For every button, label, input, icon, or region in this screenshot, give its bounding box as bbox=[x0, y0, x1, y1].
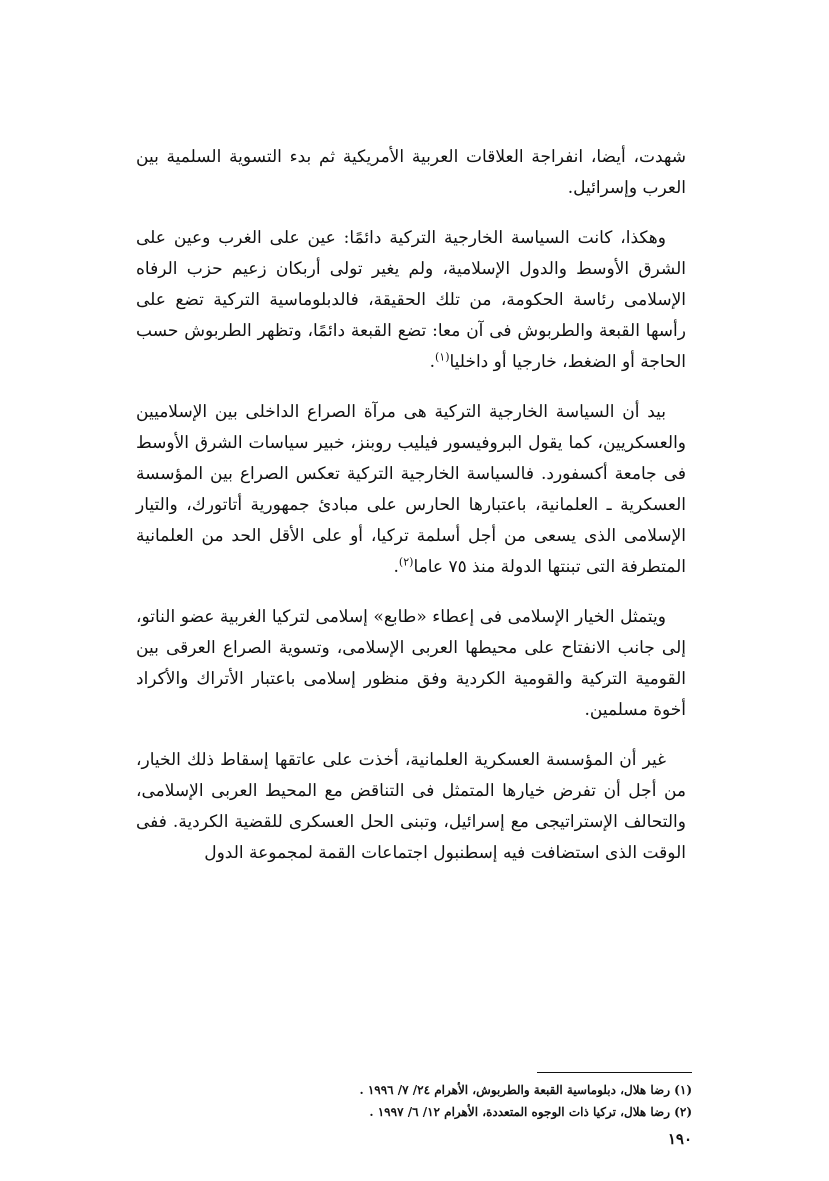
footnote-separator bbox=[537, 1072, 692, 1073]
paragraph: ويتمثل الخيار الإسلامى فى إعطاء «طابع» إسلامى لتركيا الغربية عضو الناتو، إلى جانب الانفتاح على محيطها العربى الإسلامى، وتسوية الصراع العرقى بين القومية التركية والقومية الكردية وفق منظور إسلامى باعتبار الأتراك والأكراد أخوة مسلمين. bbox=[136, 607, 686, 720]
paragraph-end: . bbox=[429, 352, 435, 372]
paragraph bbox=[136, 397, 686, 583]
page-number: ١٩٠ bbox=[667, 1130, 692, 1148]
footnote-reference[interactable]: (٢) bbox=[398, 555, 414, 569]
footnote: (١) رضا هلال، دبلوماسية القبعة والطربوش، الأهرام ٢٤/ ٧/ ١٩٩٦ . bbox=[359, 1083, 692, 1097]
paragraph bbox=[136, 223, 686, 378]
paragraph-end: . bbox=[393, 557, 399, 577]
footnotes bbox=[136, 1079, 692, 1123]
body-text bbox=[136, 142, 686, 869]
footnote: (٢) رضا هلال، تركيا ذات الوجوه المتعددة، الأهرام ١٢/ ٦/ ١٩٩٧ . bbox=[369, 1105, 692, 1119]
paragraph-text: بيد أن السياسة الخارجية التركية هى مرآة الصراع الداخلى بين الإسلاميين والعسكريين، كما يقول البروفيسور فيليب روبنز، خبير سياسات الشرق الأوسط فى جامعة أكسفورد. فالسياسة الخارجية التركية تعكس الصراع بين المؤسسة العسكرية ـ العلمانية، باعتبارها الحارس على مبادئ جمهورية أتاتورك، والتيار الإسلامى الذى يسعى من أجل أسلمة تركيا، أو على الأقل الحد من العلمانية المتطرفة التى تبنتها الدولة منذ ٧٥ عاما bbox=[136, 402, 686, 577]
paragraph: غير أن المؤسسة العسكرية العلمانية، أخذت على عاتقها إسقاط ذلك الخيار، من أجل أن تفرض خيارها المتمثل فى التناقض مع المحيط العربى الإسلامى، والتحالف الإستراتيجى مع إسرائيل، وتبنى الحل العسكرى للقضية الكردية. ففى الوقت الذى استضافت فيه إسطنبول اجتماعات القمة لمجموعة الدول bbox=[136, 750, 686, 863]
paragraph: شهدت، أيضا، انفراجة العلاقات العربية الأمريكية ثم بدء التسوية السلمية بين العرب وإسرائيل. bbox=[136, 147, 686, 198]
footnote-reference[interactable]: (١) bbox=[434, 350, 450, 364]
paragraph-text: وهكذا، كانت السياسة الخارجية التركية دائمًا: عين على الغرب وعين على الشرق الأوسط والدول الإسلامية، ولم يغير تولى أربكان زعيم حزب الرفاه الإسلامى رئاسة الحكومة، من تلك الحقيقة، فالدبلوماسية التركية تضع على رأسها القبعة والطربوش فى آن معا: تضع القبعة دائمًا، وتظهر الطربوش حسب الحاجة أو الضغط، خارجيا أو داخليا bbox=[136, 228, 686, 372]
